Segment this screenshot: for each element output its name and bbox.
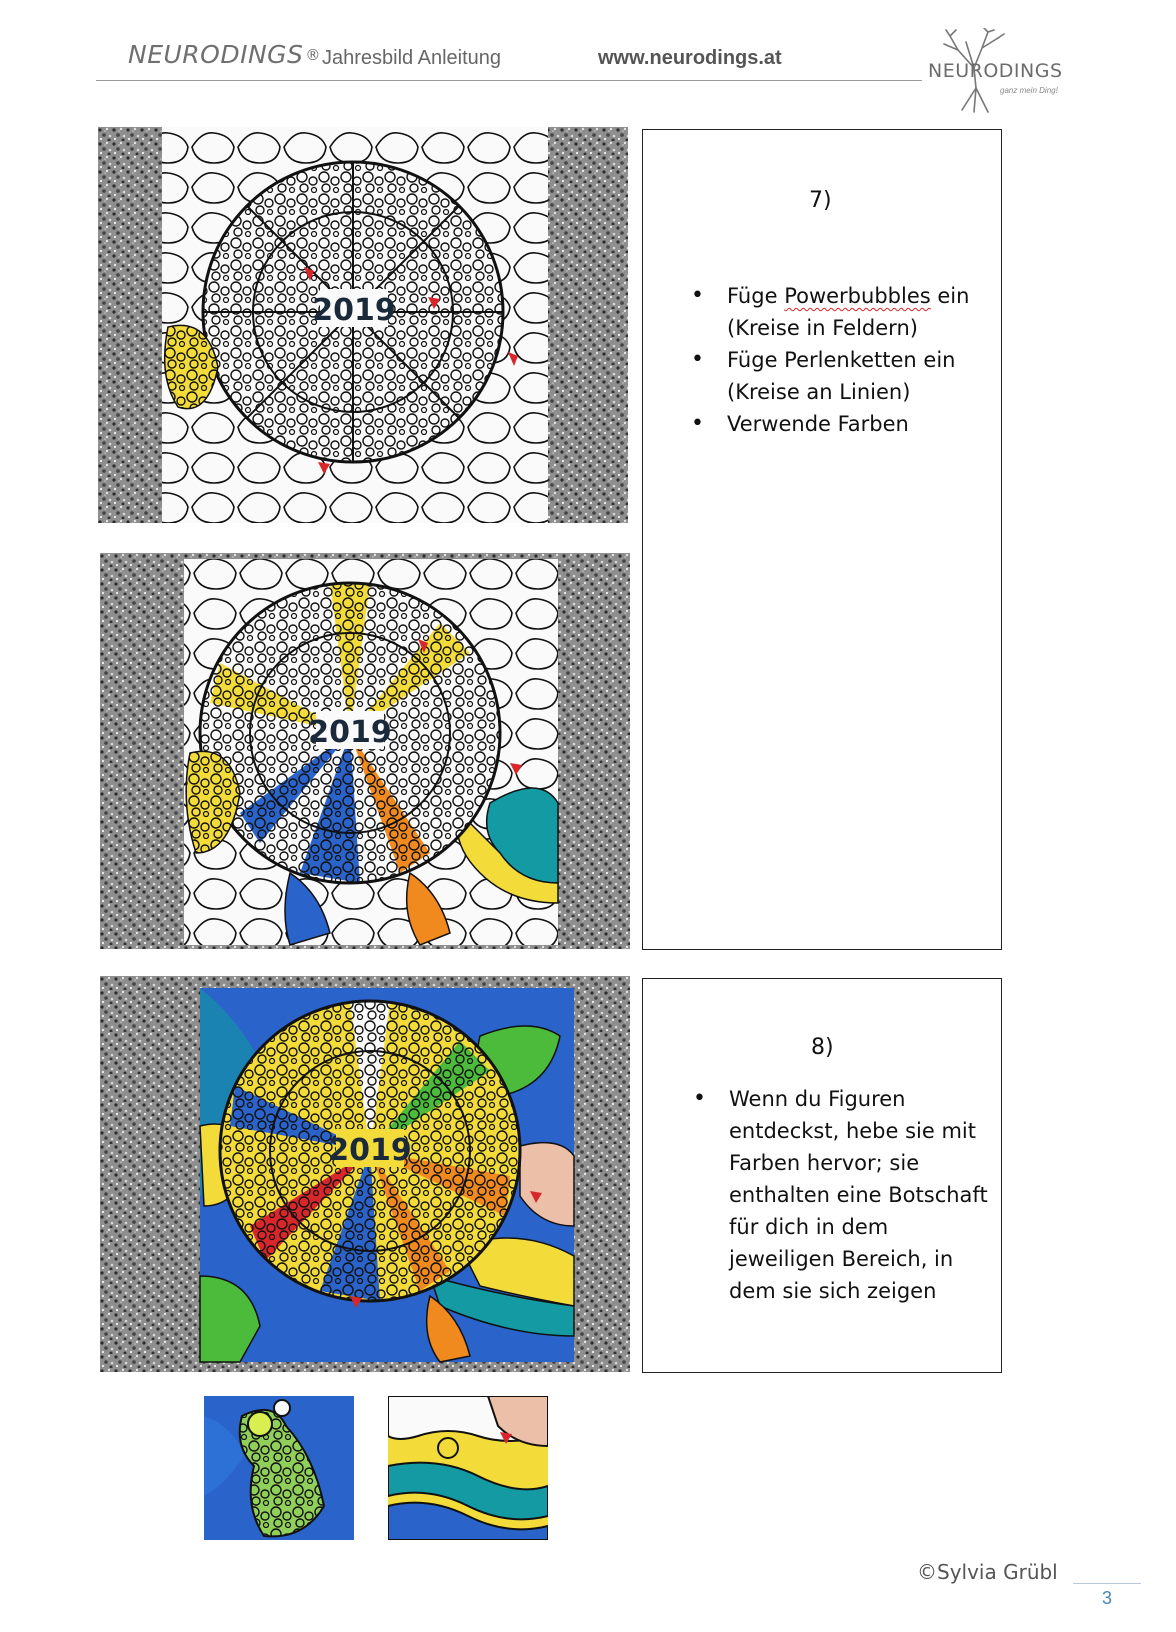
header-subtitle: Jahresbild Anleitung bbox=[322, 47, 502, 69]
list-item: • Füge Perlenketten ein (Kreise an Linien) bbox=[689, 344, 989, 408]
header-rule bbox=[96, 80, 922, 81]
year-label: 2019 bbox=[308, 715, 392, 750]
step-7-box bbox=[642, 129, 1002, 950]
list-item: • Füge Powerbubbles ein (Kreise in Feldern) bbox=[689, 280, 989, 344]
header-url: www.neurodings.at bbox=[598, 47, 782, 69]
registered-mark: ® bbox=[305, 46, 321, 64]
drawing-photo-step7-black-white bbox=[98, 127, 628, 523]
list-item: • Verwende Farben bbox=[689, 408, 989, 440]
drawing-photo-step8-fully-colored bbox=[100, 976, 630, 1372]
footer-rule bbox=[1073, 1583, 1141, 1584]
logo-wordmark: NEURODINGS bbox=[928, 60, 1063, 82]
step-number: 7) bbox=[809, 188, 832, 213]
detail-photo-green-figure bbox=[204, 1396, 354, 1540]
detail-photo-colored-waves bbox=[388, 1396, 548, 1540]
step-8-bullet-list bbox=[691, 1083, 991, 1307]
page-number: 3 bbox=[1102, 1588, 1113, 1608]
list-item: • Wenn du Figuren entdeckst, hebe sie mit Farben hervor; sie enthalten eine Botschaft für dich in dem jeweiligen Bereich, in dem sie sich zeigen bbox=[691, 1083, 991, 1307]
header-brand: NEURODINGS ® bbox=[128, 40, 321, 69]
step-8-box bbox=[642, 978, 1002, 1373]
step-number: 8) bbox=[811, 1035, 834, 1060]
drawing-photo-step7-partially-colored bbox=[100, 553, 630, 949]
copyright: ©Sylvia Grübl bbox=[917, 1560, 1058, 1584]
year-label: 2019 bbox=[312, 293, 396, 328]
year-label: 2019 bbox=[328, 1133, 412, 1168]
step-7-bullet-list bbox=[689, 280, 989, 440]
logo-tagline: ganz mein Ding! bbox=[1000, 86, 1058, 95]
